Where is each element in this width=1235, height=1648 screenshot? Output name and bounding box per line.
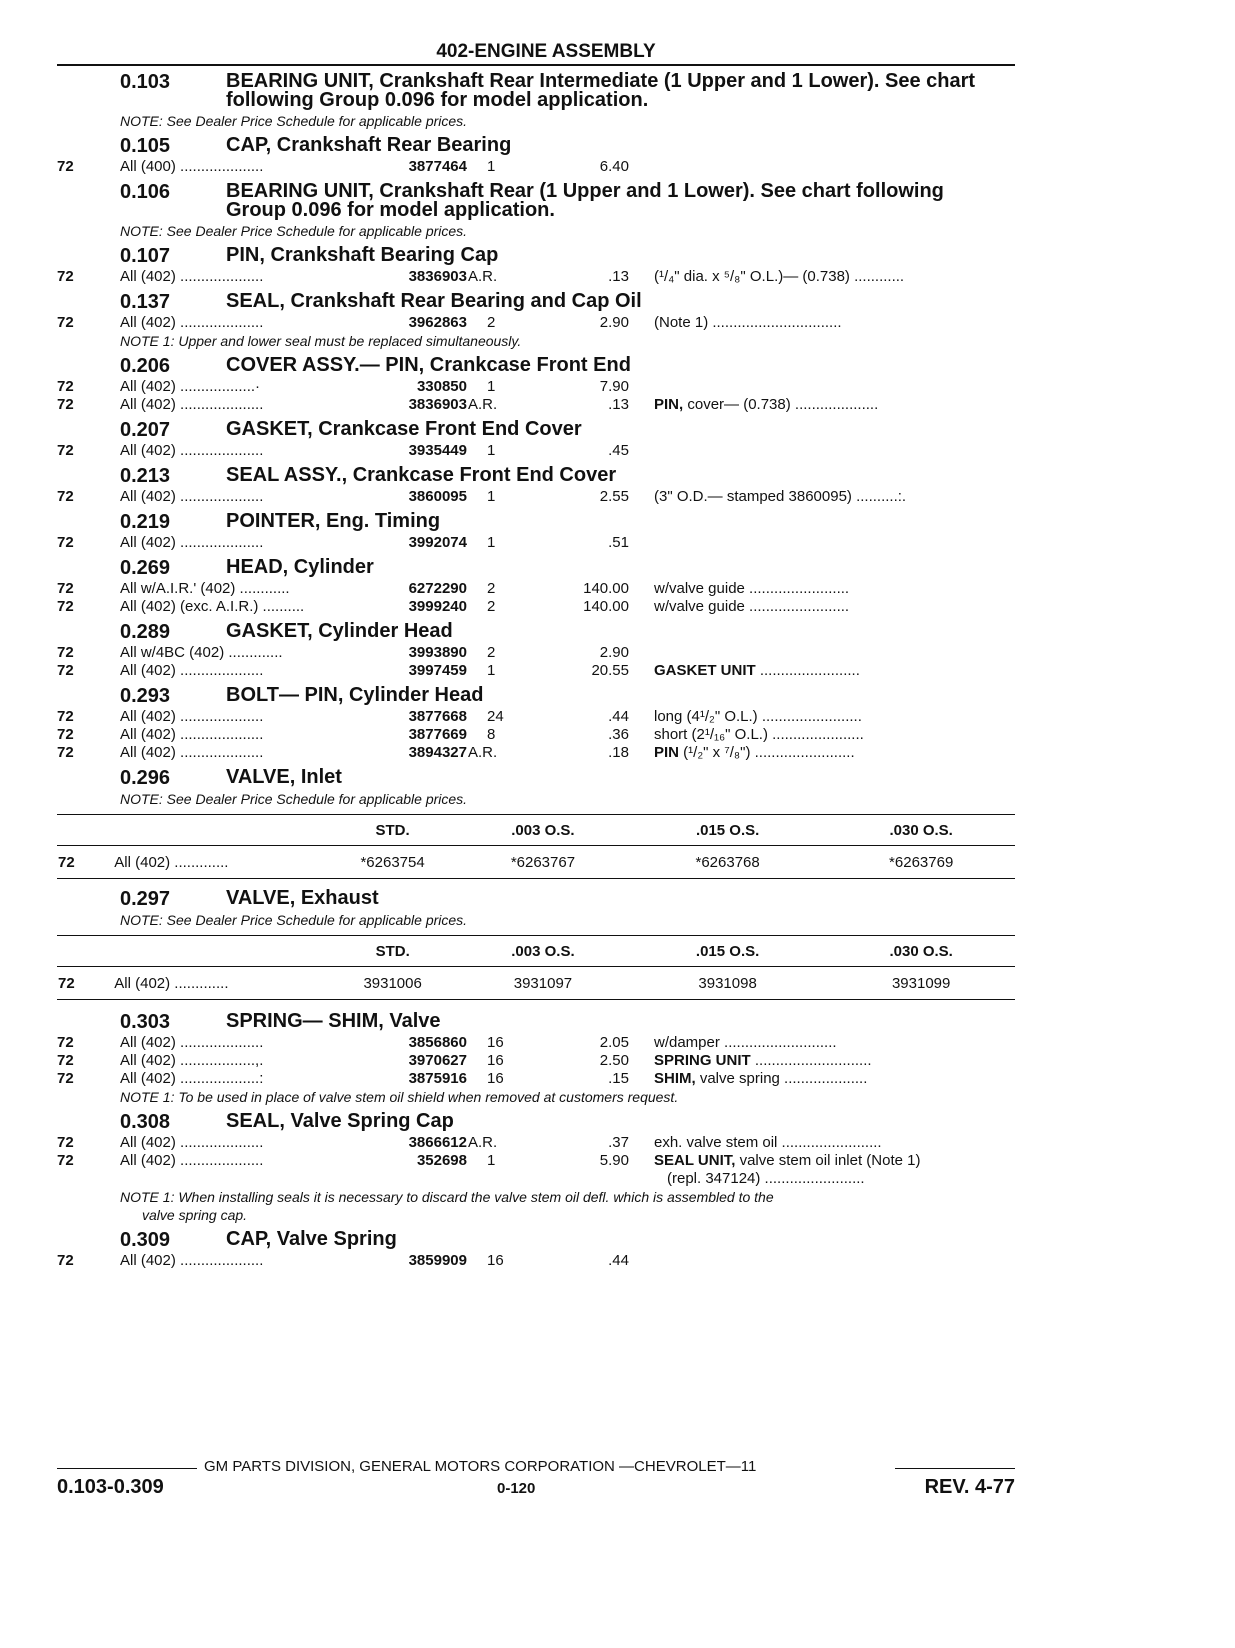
description: [654, 744, 1014, 762]
model: All (402) ..................,.: [120, 1052, 264, 1069]
quantity: 24: [487, 708, 504, 725]
part-row: [57, 158, 1015, 176]
description-part-name: PIN,: [654, 396, 684, 413]
col-003-os: .003 O.S.: [511, 942, 575, 960]
col-015-os: .015 O.S.: [695, 942, 760, 960]
price: 2.55: [599, 488, 629, 505]
quantity: 16: [487, 1252, 504, 1269]
group-header: [57, 244, 1015, 268]
description-part-name: SEAL UNIT,: [654, 1152, 736, 1169]
group-number: 0.219: [120, 511, 171, 533]
group-number: 0.207: [120, 419, 171, 441]
part-number: 6272290: [408, 580, 467, 597]
publisher: GM PARTS DIVISION, GENERAL MOTORS CORPORATION —CHEVROLET—11: [204, 1458, 757, 1475]
group-header: [57, 70, 1015, 112]
group-number: 0.309: [120, 1229, 171, 1251]
model: All w/A.I.R.' (402) ............: [120, 580, 290, 597]
group-header: [57, 418, 1015, 442]
part-row: [57, 314, 1015, 332]
part-number: 3877669: [408, 726, 467, 743]
quantity: 8: [487, 726, 496, 743]
part-number: 3860095: [408, 488, 467, 505]
quantity: 1: [487, 534, 496, 551]
col-std: STD.: [375, 942, 410, 960]
quantity: 1: [487, 662, 496, 679]
description: short (2¹/₁₆" O.L.) ......................: [654, 726, 864, 743]
year: 72: [57, 1152, 74, 1169]
col-030-os: .030 O.S.: [889, 821, 953, 839]
year: 72: [57, 1134, 74, 1151]
description-text: ............................: [750, 1052, 872, 1069]
group-title: CAP, Valve Spring: [226, 1228, 397, 1250]
part-number: 352698: [416, 1152, 467, 1169]
group-title: BEARING UNIT, Crankshaft Rear (1 Upper and 1 Lower). See chart following Group 0.096 for model application.: [226, 180, 944, 221]
quantity: 1: [487, 378, 496, 395]
group-title: SPRING— SHIM, Valve: [226, 1010, 441, 1032]
description: (Note 1) ...............................: [654, 314, 842, 331]
valve-size-table: [57, 814, 1015, 879]
part-number: 3962863: [408, 314, 467, 331]
model: All (402) ....................: [120, 662, 264, 679]
note-line: valve spring cap.: [142, 1207, 248, 1223]
group-title: VALVE, Inlet: [226, 766, 342, 788]
os-015-part: 3931098: [698, 974, 757, 992]
part-row: [57, 1252, 1015, 1270]
group-number: 0.296: [120, 767, 171, 789]
group-number: 0.293: [120, 685, 171, 707]
group-number: 0.303: [120, 1011, 171, 1033]
model: All (402) ....................: [120, 708, 264, 725]
part-number: 3992074: [408, 534, 467, 551]
group-number: 0.308: [120, 1111, 171, 1133]
group-header: [57, 510, 1015, 534]
group-number: 0.103: [120, 71, 171, 93]
revision: REV. 4-77: [924, 1476, 1015, 1498]
group-header: [57, 1010, 1015, 1034]
year: 72: [57, 396, 74, 413]
model: All (402) ....................: [120, 1134, 264, 1151]
year: 72: [57, 644, 74, 661]
note: NOTE: See Dealer Price Schedule for applicable prices.: [120, 113, 468, 129]
group-number: 0.213: [120, 465, 171, 487]
part-number: 3877668: [408, 708, 467, 725]
description: exh. valve stem oil ........................: [654, 1134, 882, 1151]
std-part: *6263754: [360, 853, 425, 871]
quantity: A.R.: [468, 1134, 498, 1151]
price: 20.55: [591, 662, 629, 679]
part-number: 3856860: [408, 1034, 467, 1051]
col-std: STD.: [375, 821, 410, 839]
quantity: 1: [487, 442, 496, 459]
model: All (402) ....................: [120, 268, 264, 285]
year: 72: [57, 442, 74, 459]
group-range: 0.103-0.309: [57, 1476, 164, 1498]
os-003-part: *6263767: [510, 853, 576, 871]
group-header: [57, 684, 1015, 708]
part-number: 3836903: [408, 268, 467, 285]
description-text: (¹/₂" x ⁷/₈") ........................: [679, 744, 855, 761]
group-title: BOLT— PIN, Cylinder Head: [226, 684, 484, 706]
footer-rule-left: [57, 1468, 197, 1469]
description-part-name: SHIM,: [654, 1070, 696, 1087]
os-015-part: *6263768: [695, 853, 760, 871]
note: NOTE 1: Upper and lower seal must be replaced simultaneously.: [120, 333, 522, 349]
price: .45: [608, 442, 629, 459]
col-015-os: .015 O.S.: [695, 821, 760, 839]
part-row: [57, 662, 1015, 680]
group-number: 0.297: [120, 888, 171, 910]
group-number: 0.269: [120, 557, 171, 579]
part-row: [57, 726, 1015, 744]
model: All (402) ....................: [120, 726, 264, 743]
year: 72: [57, 1052, 74, 1069]
model: All (402) ....................: [120, 314, 264, 331]
note: NOTE: See Dealer Price Schedule for applicable prices.: [120, 791, 468, 807]
model: All (402) ....................: [120, 534, 264, 551]
group-header: [57, 1110, 1015, 1134]
price: .18: [608, 744, 629, 761]
note: NOTE: See Dealer Price Schedule for applicable prices.: [120, 223, 468, 239]
description-text: ........................: [755, 662, 860, 679]
year: 72: [57, 1070, 74, 1087]
quantity: A.R.: [468, 744, 498, 761]
price: .37: [608, 1134, 629, 1151]
model: All (402) ....................: [120, 442, 264, 459]
price: .13: [608, 268, 629, 285]
model: All (402) ....................: [120, 1034, 264, 1051]
description-part-name: GASKET UNIT: [654, 662, 756, 679]
quantity: 16: [487, 1052, 504, 1069]
group-header: [57, 1228, 1015, 1252]
part-row: [57, 378, 1015, 396]
group-title: VALVE, Exhaust: [226, 887, 379, 909]
part-row: [57, 744, 1015, 762]
price: .44: [608, 1252, 629, 1269]
note-line: NOTE 1: When installing seals it is necessary to discard the valve stem oil defl. which is assembled to the: [120, 1189, 774, 1205]
part-number: 3836903: [408, 396, 467, 413]
group-title: SEAL, Crankshaft Rear Bearing and Cap Oil: [226, 290, 642, 312]
group-header: [57, 134, 1015, 158]
model: All w/4BC (402) .............: [120, 644, 283, 661]
os-030-part: 3931099: [891, 974, 951, 992]
description: [654, 1070, 1014, 1088]
description-continued: (repl. 347124) ........................: [667, 1170, 865, 1187]
page-footer: [57, 1458, 1015, 1518]
description: [654, 662, 1014, 680]
page-number: 0-120: [497, 1480, 536, 1497]
description: [654, 1152, 1014, 1170]
price: .51: [608, 534, 629, 551]
footer-rule-right: [895, 1468, 1015, 1469]
group-header: [57, 887, 1015, 911]
price: .13: [608, 396, 629, 413]
group-title: GASKET, Cylinder Head: [226, 620, 453, 642]
group-number: 0.289: [120, 621, 171, 643]
price: 7.90: [599, 378, 629, 395]
price: 2.50: [599, 1052, 629, 1069]
model: All (402) ..................·: [120, 378, 261, 395]
part-number: 3935449: [408, 442, 467, 459]
year: 72: [57, 1034, 74, 1051]
page-header: 402-ENGINE ASSEMBLY: [436, 41, 656, 62]
header-rule: [57, 64, 1015, 66]
catalog-page: [57, 40, 1015, 1270]
group-title: BEARING UNIT, Crankshaft Rear Intermediate (1 Upper and 1 Lower). See chart following Group 0.096 for model application.: [226, 70, 976, 111]
year: 72: [58, 853, 75, 871]
group-header: [57, 556, 1015, 580]
group-number: 0.206: [120, 355, 171, 377]
part-row: [57, 268, 1015, 286]
description: w/valve guide ........................: [654, 580, 850, 597]
note: NOTE: See Dealer Price Schedule for applicable prices.: [120, 912, 468, 928]
part-row: [57, 598, 1015, 616]
group-header: [57, 180, 1015, 222]
group-number: 0.137: [120, 291, 171, 313]
description: [654, 1052, 1014, 1070]
part-row: [57, 442, 1015, 460]
part-row: [57, 1034, 1015, 1052]
year: 72: [57, 268, 74, 285]
group-title: COVER ASSY.— PIN, Crankcase Front End: [226, 354, 631, 376]
group-number: 0.105: [120, 135, 171, 157]
table-row: [57, 846, 1015, 879]
group-header: [57, 290, 1015, 314]
year: 72: [58, 974, 75, 992]
quantity: 2: [487, 580, 496, 597]
quantity: 16: [487, 1070, 504, 1087]
year: 72: [57, 726, 74, 743]
group-title: POINTER, Eng. Timing: [226, 510, 441, 532]
part-number: 3859909: [408, 1252, 467, 1269]
model: All (402) ....................: [120, 1252, 264, 1269]
part-row: [57, 488, 1015, 506]
price: 6.40: [599, 158, 629, 175]
table-row: [57, 967, 1015, 1000]
year: 72: [57, 708, 74, 725]
os-003-part: 3931097: [513, 974, 573, 992]
part-number: 3875916: [408, 1070, 467, 1087]
description-text: valve stem oil inlet (Note 1): [735, 1152, 921, 1169]
std-part: 3931006: [363, 974, 422, 992]
note: NOTE 1: To be used in place of valve stem oil shield when removed at customers request.: [120, 1089, 679, 1105]
note: [120, 1188, 1015, 1224]
model: All (402) .............: [114, 974, 229, 992]
part-number: 330850: [416, 378, 467, 395]
part-row: [57, 396, 1015, 414]
part-number: 3993890: [408, 644, 467, 661]
group-number: 0.106: [120, 181, 171, 203]
description-part-name: PIN: [654, 744, 680, 761]
price: 2.05: [599, 1034, 629, 1051]
year: 72: [57, 598, 74, 615]
part-row: [57, 1152, 1015, 1188]
part-number: 3866612: [408, 1134, 467, 1151]
description: (3" O.D.— stamped 3860095) ..........:.: [654, 488, 907, 505]
quantity: 2: [487, 644, 496, 661]
model: All (402) ....................: [120, 744, 264, 761]
quantity: 1: [487, 488, 496, 505]
year: 72: [57, 662, 74, 679]
os-030-part: *6263769: [889, 853, 954, 871]
group-title: CAP, Crankshaft Rear Bearing: [226, 134, 512, 156]
valve-size-table: [57, 935, 1015, 1000]
part-row: [57, 644, 1015, 662]
part-row: [57, 1070, 1015, 1088]
price: 5.90: [599, 1152, 629, 1169]
quantity: A.R.: [468, 268, 498, 285]
group-title: SEAL, Valve Spring Cap: [226, 1110, 454, 1132]
group-title: HEAD, Cylinder: [226, 556, 374, 578]
model: All (402) ...................:: [120, 1070, 264, 1087]
model: All (402) ....................: [120, 488, 264, 505]
description: long (4¹/₂" O.L.) ........................: [654, 708, 862, 725]
description-part-name: SPRING UNIT: [654, 1052, 751, 1069]
quantity: 2: [487, 598, 496, 615]
quantity: 1: [487, 158, 496, 175]
group-title: GASKET, Crankcase Front End Cover: [226, 418, 582, 440]
model: All (402) ....................: [120, 396, 264, 413]
group-number: 0.107: [120, 245, 171, 267]
year: 72: [57, 158, 74, 175]
part-row: [57, 534, 1015, 552]
price: 140.00: [583, 580, 629, 597]
quantity: 1: [487, 1152, 496, 1169]
price: 2.90: [599, 314, 629, 331]
description: w/damper ...........................: [654, 1034, 837, 1051]
part-number: 3970627: [408, 1052, 467, 1069]
description-text: cover— (0.738) ....................: [683, 396, 879, 413]
year: 72: [57, 314, 74, 331]
part-number: 3877464: [408, 158, 467, 175]
quantity: 2: [487, 314, 496, 331]
part-row: [57, 580, 1015, 598]
year: 72: [57, 1252, 74, 1269]
model: All (402) .............: [114, 853, 229, 871]
part-row: [57, 1052, 1015, 1070]
col-030-os: .030 O.S.: [889, 942, 953, 960]
col-003-os: .003 O.S.: [511, 821, 575, 839]
quantity: 16: [487, 1034, 504, 1051]
year: 72: [57, 534, 74, 551]
price: .36: [608, 726, 629, 743]
group-header: [57, 766, 1015, 790]
group-title: PIN, Crankshaft Bearing Cap: [226, 244, 499, 266]
part-number: 3997459: [408, 662, 467, 679]
model: All (400) ....................: [120, 158, 264, 175]
price: .44: [608, 708, 629, 725]
description: (¹/₄" dia. x ⁵/₈" O.L.)— (0.738) ............: [654, 268, 905, 285]
description: [654, 396, 1014, 414]
model: All (402) ....................: [120, 1152, 264, 1169]
part-row: [57, 708, 1015, 726]
part-number: 3894327: [408, 744, 467, 761]
year: 72: [57, 744, 74, 761]
part-row: [57, 1134, 1015, 1152]
price: 2.90: [599, 644, 629, 661]
quantity: A.R.: [468, 396, 498, 413]
model: All (402) (exc. A.I.R.) ..........: [120, 598, 305, 615]
group-header: [57, 620, 1015, 644]
year: 72: [57, 378, 74, 395]
description-text: valve spring ....................: [695, 1070, 868, 1087]
group-header: [57, 354, 1015, 378]
price: 140.00: [583, 598, 629, 615]
part-number: 3999240: [408, 598, 467, 615]
year: 72: [57, 580, 74, 597]
group-title: SEAL ASSY., Crankcase Front End Cover: [226, 464, 617, 486]
year: 72: [57, 488, 74, 505]
price: .15: [608, 1070, 629, 1087]
description: w/valve guide ........................: [654, 598, 850, 615]
group-header: [57, 464, 1015, 488]
